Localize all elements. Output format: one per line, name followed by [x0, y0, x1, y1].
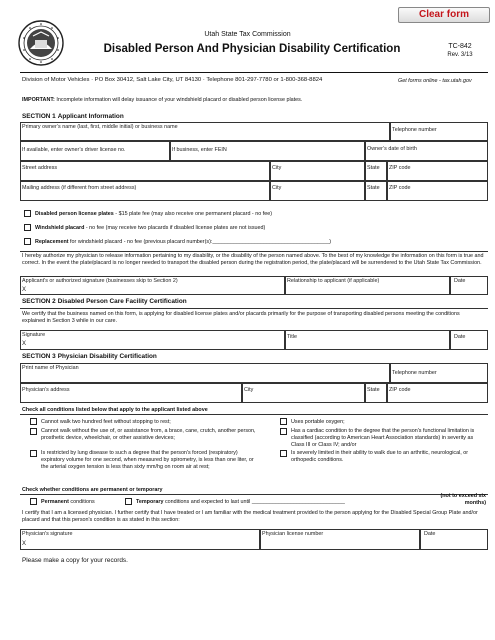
street-address-field[interactable] [20, 161, 270, 181]
physician-city-field[interactable] [242, 383, 365, 403]
zip-label: ZIP code [389, 165, 411, 171]
form-title: Disabled Person And Physician Disability Certification [103, 43, 401, 55]
authorize-divider [20, 251, 488, 252]
not-exceed-note: (not to exceed six months) [440, 493, 486, 506]
facility-signature-x: X [22, 341, 27, 347]
physician-license-label: Physician license number [262, 531, 324, 537]
facility-signature-field[interactable] [20, 330, 285, 350]
license-plates-detail: - $15 plate fee (may also receive one permanent placard - no fee) [113, 211, 273, 217]
physician-city-label: City [244, 387, 254, 393]
replacement-detail: for windshield placard - no fee (previous placard number(s):_______________________________________) [68, 239, 332, 245]
facility-title-label: Title [287, 334, 297, 340]
facility-date-label: Date [454, 334, 466, 340]
condition-walk-text: Cannot walk two hundred feet without stopping to rest; [41, 419, 171, 425]
license-plates-label: Disabled person license plates [35, 211, 114, 217]
section1-title: Applicant Information [57, 113, 124, 120]
agency-name: Utah State Tax Commission [204, 31, 291, 38]
section2-divider [20, 308, 488, 309]
form-number: TC-842 [448, 43, 472, 50]
state-label: State [367, 165, 380, 171]
section3-heading [22, 353, 157, 360]
physician-signature-x: X [22, 541, 27, 547]
form-revision: Rev. 3/13 [447, 52, 473, 58]
condition-assist-checkbox[interactable] [30, 428, 37, 435]
forms-online-link[interactable]: Get forms online - tax.utah.gov [398, 78, 472, 84]
street-address-label: Street address [22, 165, 58, 171]
physician-name-label: Print name of Physician [22, 365, 79, 371]
condition-walk-checkbox[interactable] [30, 418, 37, 425]
permanent-label: Permanent [41, 499, 69, 505]
relationship-label: Relationship to applicant (if applicable) [287, 278, 380, 284]
facility-title-field[interactable] [285, 330, 450, 350]
physician-certify-text: I certify that I am a licensed physician. I further certify that I have treated or I am familiar with the medical treatment provided to the person applying for the Disabled Special Group Plate and/or placard and that this person's condition is as stated in this section: [22, 510, 478, 523]
mailing-state-label: State [367, 185, 380, 191]
date-of-birth-label: Owner’s date of birth [367, 146, 417, 152]
physician-address-label: Physician’s address [22, 387, 70, 393]
condition-oxygen-text: Uses portable oxygen; [291, 419, 345, 425]
windshield-placard-detail: - no fee (may receive two placards if disabled license plates are not issued) [84, 225, 266, 231]
physician-signature-label: Physician's signature [22, 531, 73, 537]
important-text: Incomplete information will delay issuance of your windshield placard or disabled person license plates. [56, 97, 303, 103]
driver-license-label: If available, enter owner’s driver license no. [22, 147, 126, 153]
temporary-detail: conditions and expected to last until _______________________________ [163, 499, 345, 505]
temporary-label: Temporary [136, 499, 164, 505]
physician-zip-label: ZIP code [389, 387, 411, 393]
condition-lung-checkbox[interactable] [30, 450, 37, 457]
physician-zip-field[interactable] [387, 383, 488, 403]
city-label: City [272, 165, 282, 171]
section2-title: Disabled Person Care Facility Certification [57, 298, 187, 305]
important-note [22, 97, 302, 104]
state-seal-logo [18, 20, 64, 66]
important-label: IMPORTANT: [22, 97, 55, 103]
address-line: Division of Motor Vehicles · PO Box 30412, Salt Lake City, UT 84130 · Telephone 801-297-7780 or 1-800-368-8824 [22, 77, 323, 83]
temporary-checkbox[interactable] [125, 498, 132, 505]
condition-cardiac-text: Has a cardiac condition to the degree that the person's functional limitation is classified (according to American Heart Association standards) in severity as Class III or Class IV; and/or [291, 428, 475, 448]
mailing-city-field[interactable] [270, 181, 365, 201]
header-divider [20, 72, 488, 73]
physician-phone-label: Telephone number [392, 370, 437, 376]
license-plates-checkbox[interactable] [24, 210, 31, 217]
owner-name-label: Primary owner’s name (last, first, middle initial) or business name [22, 124, 178, 130]
permanent-option [41, 499, 95, 506]
mailing-address-field[interactable] [20, 181, 270, 201]
condition-arthritic-checkbox[interactable] [280, 450, 287, 457]
condition-oxygen-checkbox[interactable] [280, 418, 287, 425]
physician-state-field[interactable] [365, 383, 387, 403]
section2-heading [22, 298, 187, 305]
mailing-city-label: City [272, 185, 282, 191]
license-plates-option [35, 211, 272, 218]
section3-number: SECTION 3 [22, 353, 56, 360]
city-field[interactable] [270, 161, 365, 181]
applicant-signature-x: X [22, 287, 27, 293]
clear-form-button[interactable]: Clear form [398, 7, 490, 23]
section1-heading [22, 113, 124, 120]
applicant-date-label: Date [454, 278, 466, 284]
physician-date-label: Date [424, 531, 436, 537]
mailing-zip-field[interactable] [387, 181, 488, 201]
windshield-placard-label: Windshield placard [35, 225, 85, 231]
mailing-address-label: Mailing address (if different from street address) [22, 185, 137, 191]
section3-title: Physician Disability Certification [57, 353, 157, 360]
permanent-checkbox[interactable] [30, 498, 37, 505]
authorize-statement: I hereby authorize my physician to release information pertaining to my disability, or the disability of the person named above. To the best of my knowledge the information on this form is true and correct. In the event the plate/placard is no longer needed to transport the disabled person during the registration period, the plate/placard will be surrendered to the Utah State Tax Commission. [22, 253, 484, 266]
replacement-option [35, 239, 331, 246]
condition-assist-text: Cannot walk without the use of, or assistance from, a brace, cane, crutch, another person, prosthetic device, wheelchair, or other assistive devices; [41, 428, 256, 441]
conditions-divider [20, 414, 488, 415]
zip-field[interactable] [387, 161, 488, 181]
duration-heading: Check whether conditions are permanent or temporary [22, 487, 163, 493]
facility-signature-label: Signature [22, 332, 46, 338]
facility-date-field[interactable] [450, 330, 488, 350]
section2-certify-text: We certify that the business named on this form, is applying for disabled license plates and/or placards primarily for the purpose of transporting disabled persons meeting the conditions explained in Section 3 while in our care. [22, 311, 460, 324]
duration-divider [20, 494, 488, 495]
windshield-placard-checkbox[interactable] [24, 224, 31, 231]
conditions-heading: Check all conditions listed below that apply to the applicant listed above [22, 407, 208, 413]
section1-number: SECTION 1 [22, 113, 56, 120]
condition-arthritic-text: Is severely limited in their ability to walk due to an arthritic, neurological, or orthopedic conditions. [291, 450, 469, 463]
permanent-detail: conditions [68, 499, 95, 505]
copy-note: Please make a copy for your records. [22, 557, 128, 564]
physician-address-field[interactable] [20, 383, 242, 403]
fein-label: If business, enter FEIN [172, 147, 227, 153]
section2-number: SECTION 2 [22, 298, 56, 305]
owner-phone-label: Telephone number [392, 127, 437, 133]
replacement-label: Replacement [35, 239, 69, 245]
temporary-option [136, 499, 345, 506]
windshield-placard-option [35, 225, 265, 232]
state-field[interactable] [365, 161, 387, 181]
mailing-zip-label: ZIP code [389, 185, 411, 191]
condition-lung-text: Is restricted by lung disease to such a degree that the person's forced (respiratory) expiratory volume for one second, when measured by spirometry, is less than one liter, or the arterial oxygen tension is less than sixty mm/hg on room air at rest; [41, 450, 254, 470]
mailing-state-field[interactable] [365, 181, 387, 201]
physician-state-label: State [367, 387, 380, 393]
replacement-checkbox[interactable] [24, 238, 31, 245]
applicant-signature-label: Applicant's or authorized signature (businesses skip to Section 2) [22, 278, 178, 284]
condition-cardiac-checkbox[interactable] [280, 428, 287, 435]
